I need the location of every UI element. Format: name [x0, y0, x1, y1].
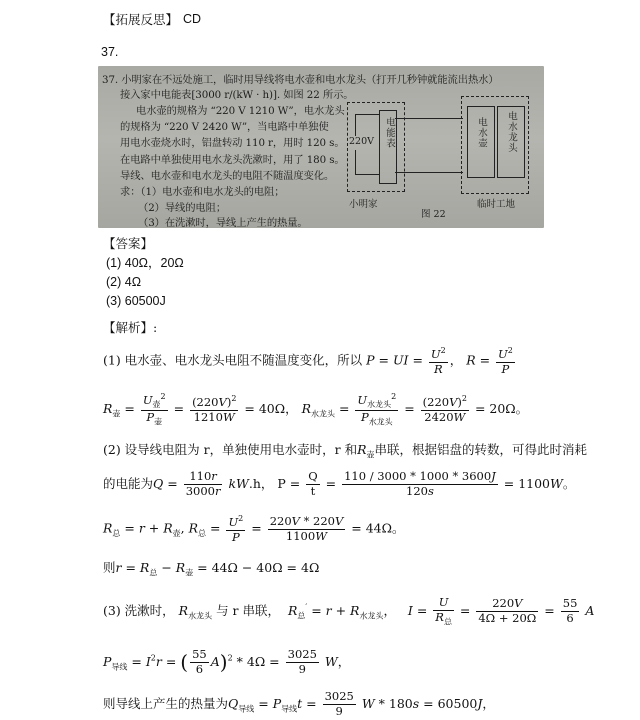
analysis-power-eq: $P_{导线} = I^2r$ = ( $\frac{55}{6}$ A)$^2$ * 4Ω = $\frac{3025}{9}$ W，	[103, 647, 351, 676]
voltage-label: 220V	[349, 136, 374, 147]
analysis-step-2: (2) 设导线电阻为 r，单独使用电水壶时，r 和$R_壶$串联，根据铝盘的转数，可得此时消耗	[103, 442, 588, 460]
analysis-step-3: (3) 洗漱时， $R_{水龙头}$ 与 r 串联， $R_总' = r + R_{水龙头}$， I = $\frac{U}{R_总}$ = $\frac{220V}{4\Omega + 20\Omega}$ = $\frac{55}{6}$ A	[103, 595, 595, 627]
analysis-energy-eq: 的电能为Q = $\frac{110r}{3000r}$ kW.h， P = $\frac{Q}{t}$ = $\frac{110 / 3000 * 1000 * 3600J}{120s}$ = 1100W。	[103, 469, 576, 498]
kettle-label: 电水壶	[476, 117, 487, 149]
problem-line-6: 在电路中单独使用电水龙头洗漱时，用了 180 s。	[120, 154, 345, 166]
problem-line-2: 接入家中电能表[3000 r/(kW · h)]. 如图 22 所示。	[120, 89, 354, 101]
circuit-figure	[343, 94, 543, 226]
problem-line-9: （2）导线的电阻；	[138, 202, 227, 214]
answer-title: 【答案】	[103, 236, 154, 251]
problem-line-3: 电水壶的规格为 “220 V 1210 W”，电水龙头	[136, 105, 345, 117]
answer-item-2: (2) 4Ω	[106, 275, 142, 289]
tap-box	[497, 106, 525, 178]
analysis-wire-resistance-eq: 则$r = R_总 - R_壶 = 44\Omega - 40\Omega = 4\Omega$	[103, 560, 320, 578]
wire-bottom	[395, 172, 463, 173]
analysis-step-1: (1) 电水壶、电水龙头电阻不随温度变化，所以 P = UI = $\frac{U^2}{R}$ ， R = $\frac{U^2}{P}$	[103, 346, 513, 376]
problem-line-7: 导线、电水壶和电水龙头的电阻不随温度变化。	[120, 170, 335, 182]
tap-label: 电水龙头	[506, 111, 517, 153]
expand-reflection-label: 【拓展反思】	[103, 12, 179, 27]
analysis-total-resistance-eq: $R_总 = r + R_壶$, $R_总$ = $\frac{U^2}{P}$ = $\frac{220V * 220V}{1100W}$ = 44Ω。	[103, 513, 405, 544]
analysis-heat-eq: 则导线上产生的热量为$Q_{导线} = P_{导线}t$ = $\frac{3025}{9}$ W * 180s = 60500J，	[103, 689, 495, 718]
problem-line-5: 用电水壶烧水时，铝盘转动 110 r，用时 120 s。	[120, 137, 345, 149]
home-caption: 小明家	[349, 199, 378, 210]
question-number: 37.	[101, 45, 119, 59]
meter-box: 电能表	[379, 110, 397, 184]
problem-line-1: 37. 小明家在不远处施工，临时用导线将电水壶和电水龙头（打开几秒钟就能流出热水）	[102, 74, 499, 86]
answer-item-3: (3) 60500J	[106, 294, 166, 308]
problem-photo	[98, 66, 544, 228]
problem-line-8: 求：（1）电水壶和电水龙头的电阻；	[120, 186, 285, 198]
problem-line-10: （3）在洗漱时，导线上产生的热量。	[138, 217, 308, 229]
analysis-title: 【解析】:	[103, 320, 158, 335]
kettle-box	[467, 106, 495, 178]
wire-top	[395, 118, 463, 119]
expand-reflection-value: CD	[183, 12, 202, 26]
site-caption: 临时工地	[477, 199, 516, 210]
answer-item-1: (1) 40Ω，20Ω	[106, 256, 184, 270]
analysis-resistance-eq: $R_壶$ = $\frac{U_壶^2}{P_壶}$ = $\frac{(220V)^2}{1210W}$ = 40Ω， $R_{水龙头}$ = $\frac{U_{水龙头}^2}{P_{水龙头}}$ = $\frac{(220V)^2}{2420W}$ = 20Ω。	[103, 392, 529, 427]
figure-caption: 图 22	[421, 209, 446, 220]
problem-line-4: 的规格为 “220 V 2420 W”，当电路中单独使	[120, 121, 329, 133]
